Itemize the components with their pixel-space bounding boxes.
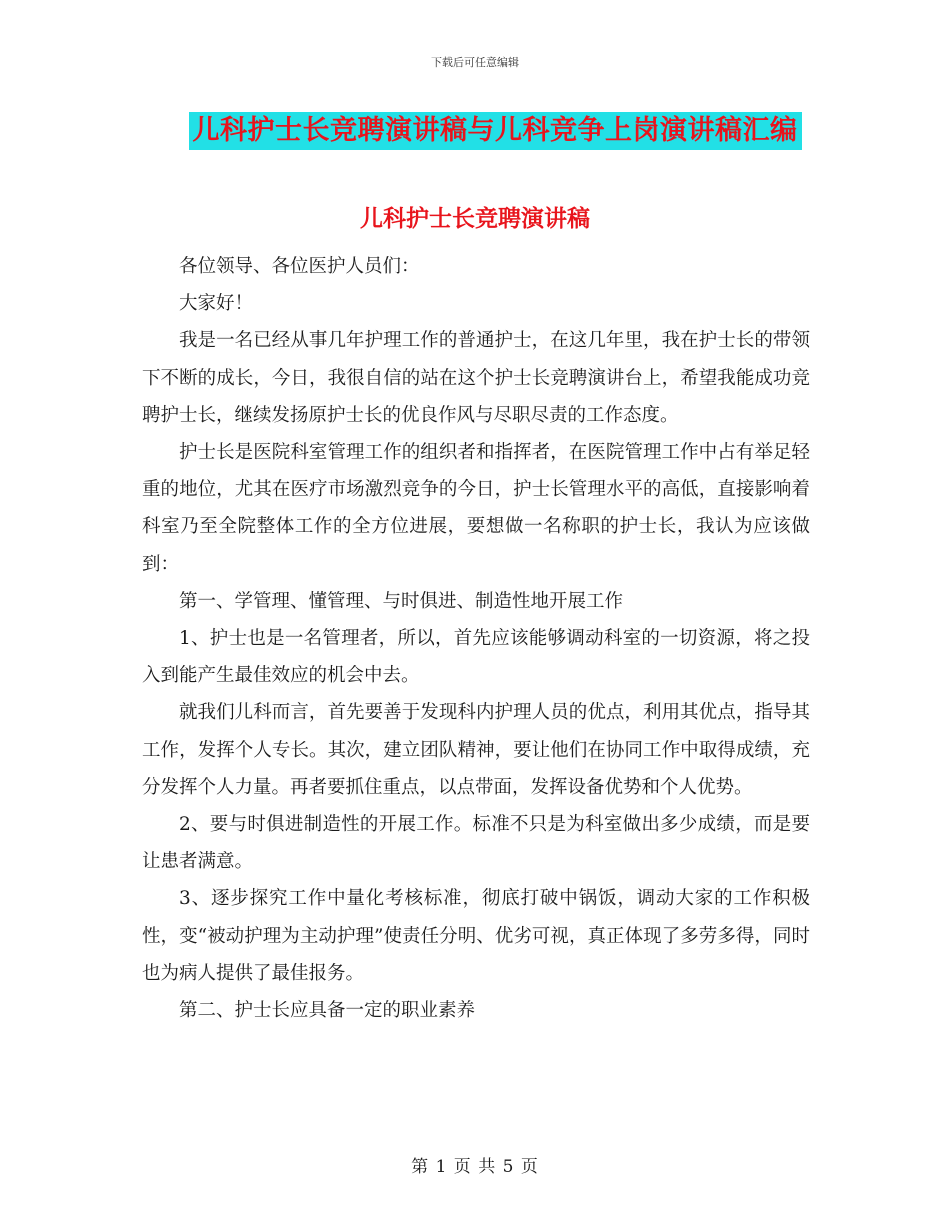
main-title: 儿科护士长竞聘演讲稿与儿科竞争上岗演讲稿汇编 (189, 112, 802, 150)
paragraph: 各位领导、各位医护人员们： (179, 256, 420, 277)
paragraph: 大家好！ (179, 293, 254, 315)
paragraph: 2、要与时俱进制造性的开展工作。标准不只是为科室做出多少成绩，而是要让患者满意。 (142, 814, 810, 873)
section-title: 儿科护士长竞聘演讲稿 (360, 206, 590, 232)
body-text (142, 248, 810, 1029)
page-footer: 第 1 页 共 5 页 (411, 1157, 539, 1177)
paragraph: 第二、护士长应具备一定的职业素养 (179, 1000, 476, 1022)
header-note: 下载后可任意编辑 (431, 56, 519, 69)
paragraph: 3、逐步探究工作中量化考核标准，彻底打破中锅饭，调动大家的工作积极性，变“被动护理为主动护理”使责任分明、优劣可视，真正体现了多劳多得，同时也为病人提供了最佳报务。 (142, 888, 810, 984)
paragraph: 第一、学管理、懂管理、与时俱进、制造性地开展工作 (179, 590, 624, 612)
paragraph: 1、护士也是一名管理者，所以，首先应该能够调动科室的一切资源，将之投入到能产生最佳效应的机会中去。 (142, 628, 810, 687)
paragraph: 就我们儿科而言，首先要善于发现科内护理人员的优点，利用其优点，指导其工作，发挥个人专长。其次，建立团队精神，要让他们在协同工作中取得成绩，充分发挥个人力量。再者要抓住重点，以点带面，发挥设备优势和个人优势。 (142, 702, 810, 798)
paragraph: 护士长是医院科室管理工作的组织者和指挥者，在医院管理工作中占有举足轻重的地位，尤其在医疗市场激烈竞争的今日，护士长管理水平的高低，直接影响着科室乃至全院整体工作的全方位进展，要想做一名称职的护士长，我认为应该做到： (142, 442, 810, 575)
main-title-container (0, 112, 950, 150)
paragraph: 我是一名已经从事几年护理工作的普通护士，在这几年里，我在护士长的带领下不断的成长，今日，我很自信的站在这个护士长竞聘演讲台上，希望我能成功竞聘护士长，继续发扬原护士长的优良作风与尽职尽责的工作态度。 (142, 330, 810, 426)
